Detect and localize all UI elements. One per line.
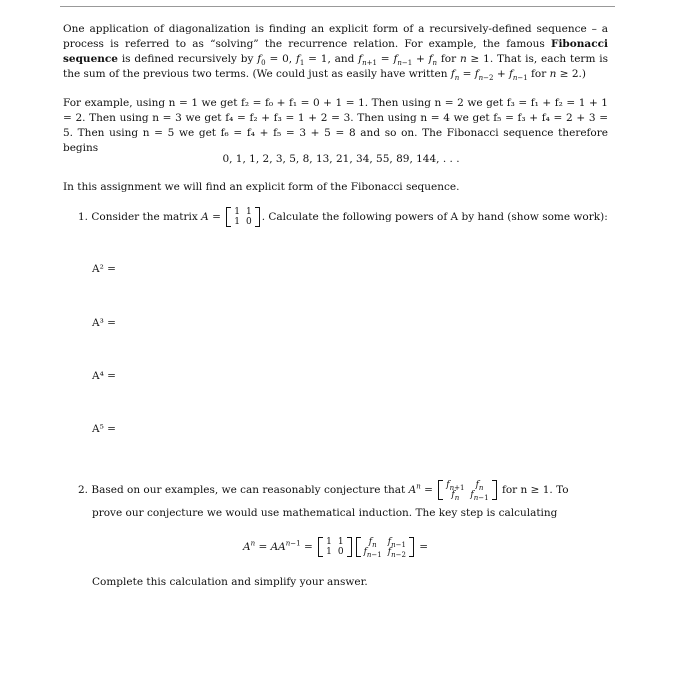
- complete-instruction: Complete this calculation and simplify your answer.: [92, 576, 368, 588]
- matrix-An-minus-1: $f_n$ $f_{n-1}$ $f_{n-1}$ $f_{n-2}$: [356, 537, 414, 557]
- matrix-An-conjecture: $f_{n+1}$ $f_n$ $f_n$ $f_{n-1}$: [438, 480, 496, 500]
- matrix-A: 1 1 1 0: [226, 207, 259, 227]
- power-A4: A⁴ =: [92, 370, 116, 382]
- matrix-A-repeat: 1 1 1 0: [318, 537, 351, 557]
- induction-equation: $A^n = AA^{n-1}$ = 1 1 1 0 $f_n$ $f_{n-1}$ $f_{n-1}$ $f_{n-2}$ =: [243, 537, 429, 559]
- question-1-number: 1.: [78, 211, 89, 223]
- intro-paragraph-2: For example, using n = 1 we get f₂ = f₀ + f₁ = 0 + 1 = 1. Then using n = 2 we get f₃ = f₁ + f₂ = 1 + 1 = 2. Then using n = 3 we get f₄ = f₂ + f₃ = 1 + 2 = 3. Then using n = 4 we get f₅ = f₃ + f₄ = 2 + 3 = 5. Then using n = 5 we get f₆ = f₄ + f₅ = 3 + 5 = 8 and so on. The Fibonacci sequence therefore begins: [63, 97, 608, 154]
- question-2: 2. Based on our examples, we can reasonably conjecture that $A^n$ = $f_{n+1}$ $f_n$ $f_n$ $f_{n-1}$ for n ≥ 1. To: [78, 480, 569, 502]
- intro-paragraph-3: In this assignment we will find an explicit form of the Fibonacci sequence.: [63, 181, 460, 193]
- power-A2: A² =: [92, 263, 116, 275]
- question-1: 1. Consider the matrix A = 1 1 1 0 . Calculate the following powers of A by hand (show some work):: [78, 207, 608, 227]
- question-2-number: 2.: [78, 484, 89, 496]
- power-A5: A⁵ =: [92, 423, 116, 435]
- top-rule: [60, 6, 615, 7]
- intro-paragraph-1: One application of diagonalization is finding an explicit form of a recursively-defined sequence – a process is referred to as “solving” the recurrence relation. For example, the famous Fibonacci sequence is defined recursively by $f_0 = 0$, $f_1 = 1$, and $f_{n+1} = f_{n-1} + f_n$ for n ≥ 1. That is, each term is the sum of the previous two terms. (We could just as easily have written $f_n = f_{n-2} + f_{n-1}$ for n ≥ 2.): [63, 23, 608, 83]
- power-A3: A³ =: [92, 317, 116, 329]
- question-2-line-2: prove our conjecture we would use mathematical induction. The key step is calculating: [92, 507, 558, 519]
- fibonacci-sequence: 0, 1, 1, 2, 3, 5, 8, 13, 21, 34, 55, 89, 144, . . .: [222, 153, 460, 165]
